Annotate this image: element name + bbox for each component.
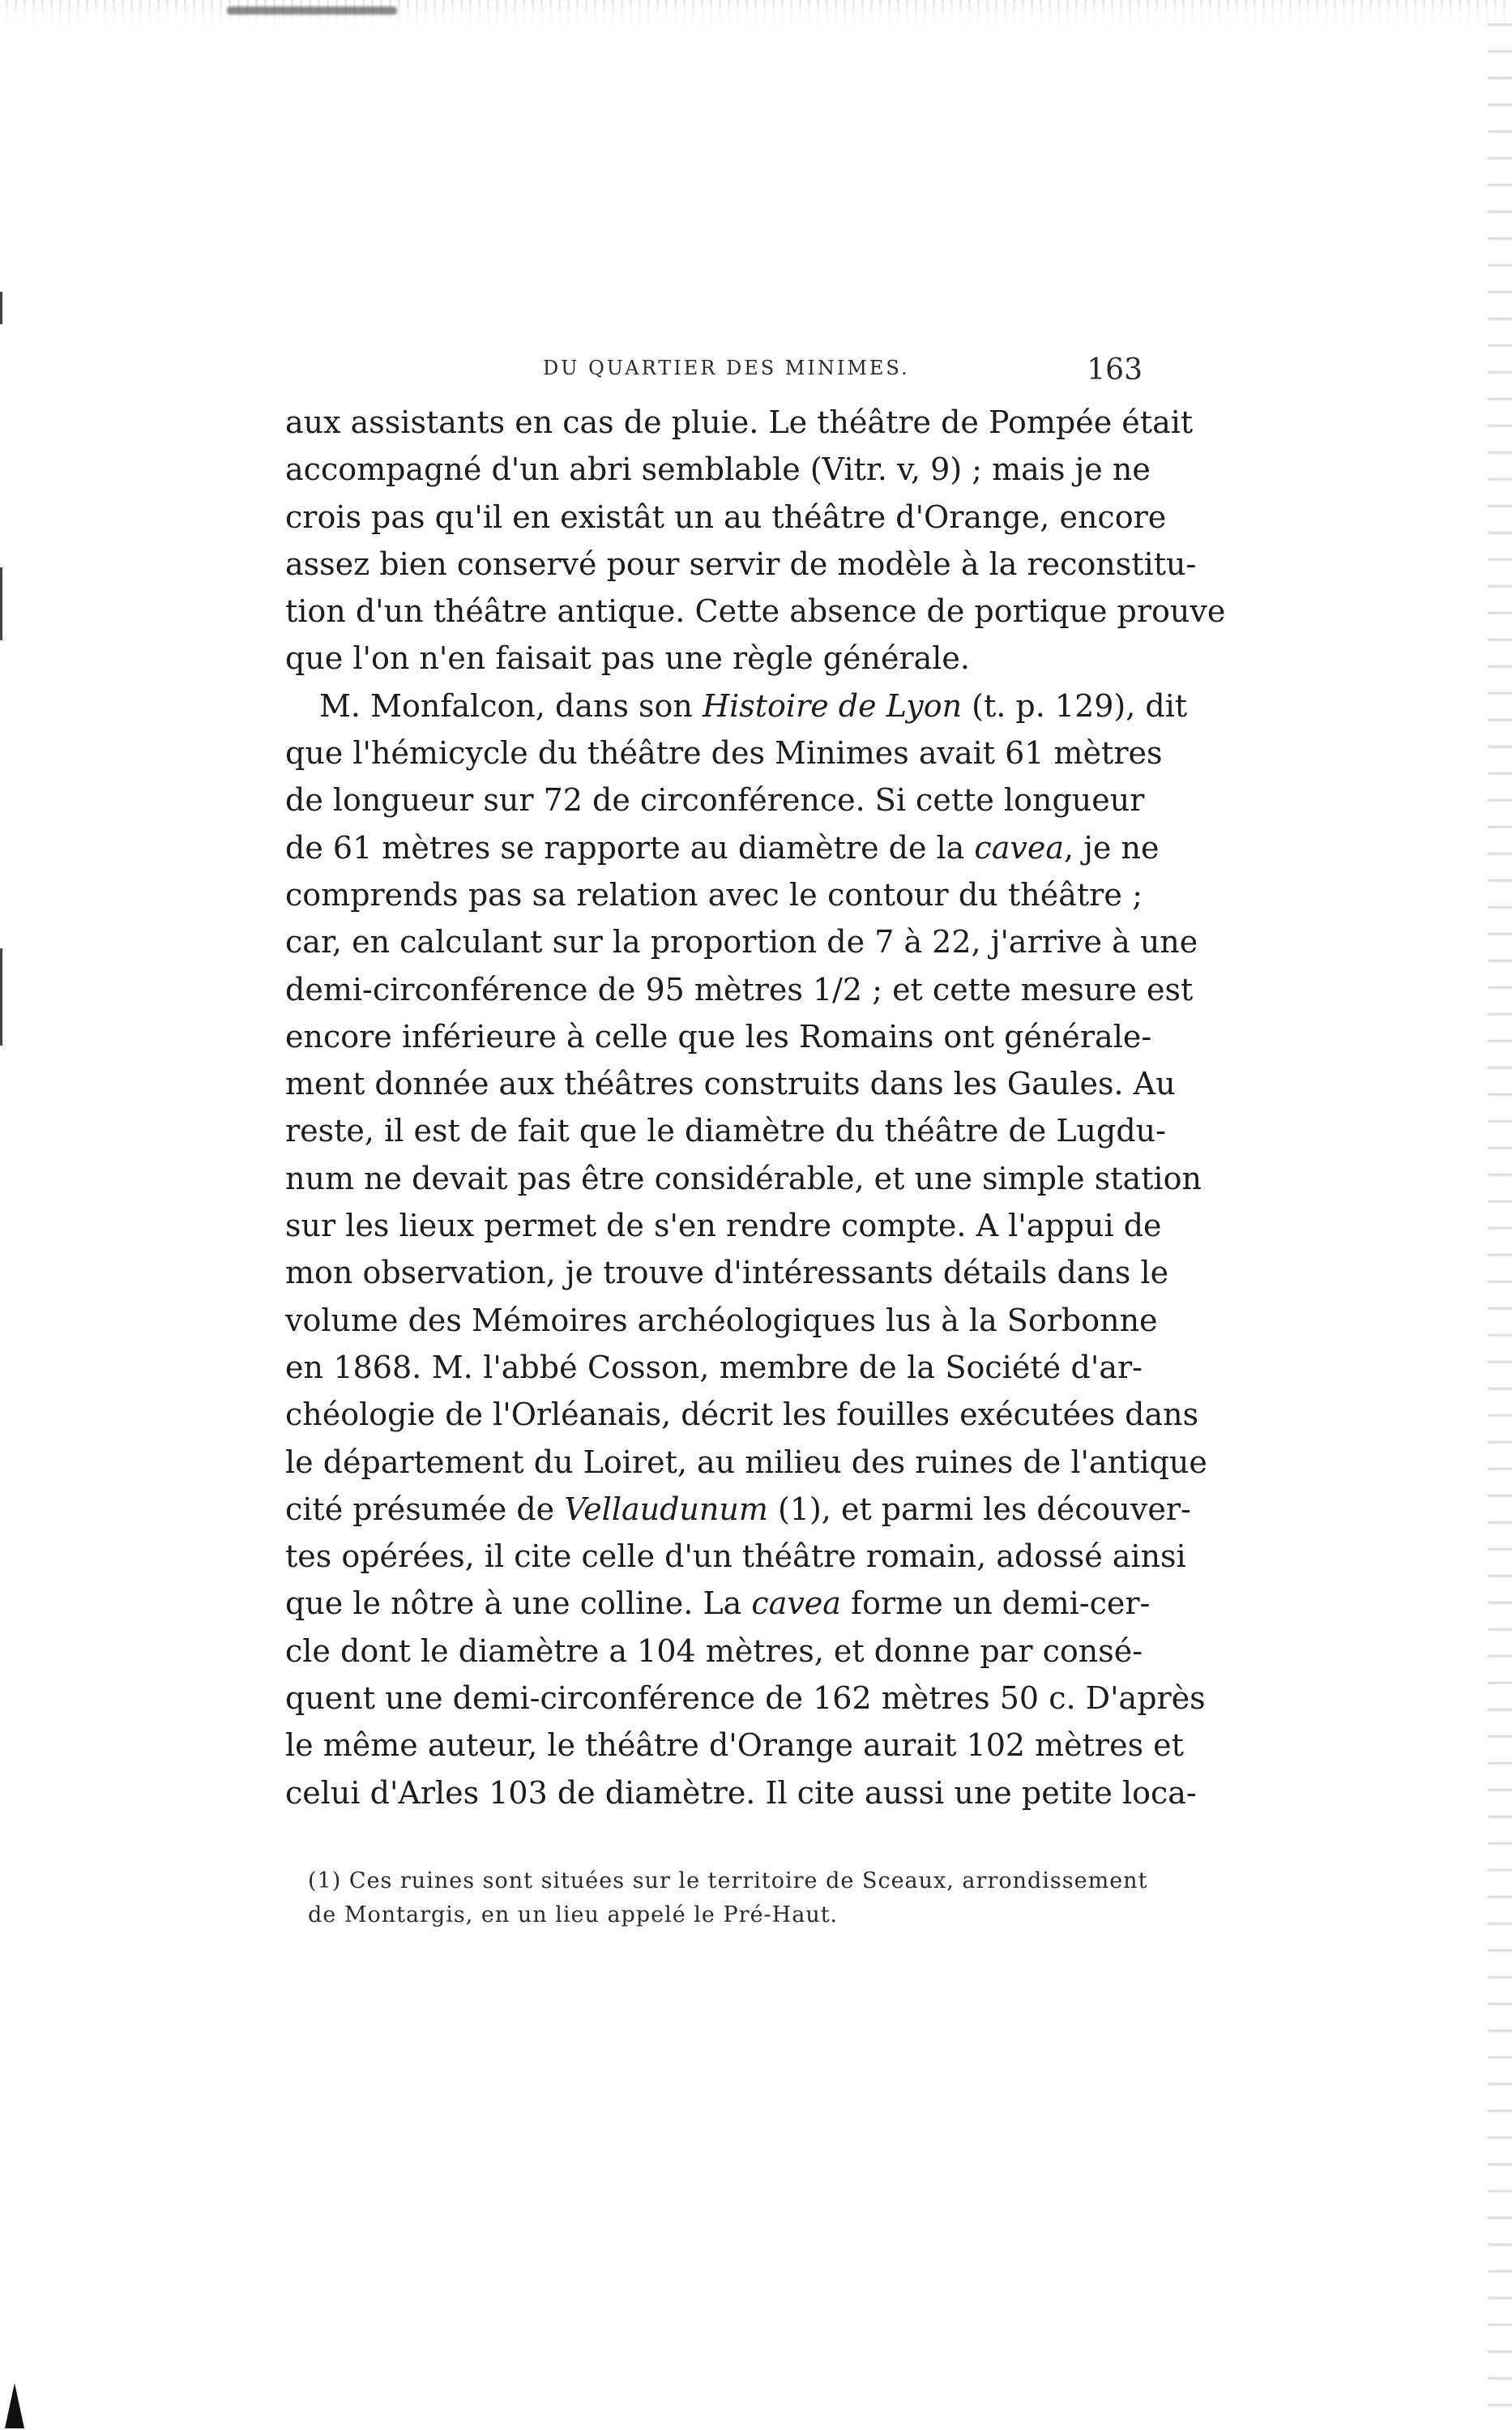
- text-line: que l'on n'en faisait pas une règle générale.: [285, 640, 970, 677]
- scan-mark-left: [0, 292, 2, 324]
- text-line: accompagné d'un abri semblable (Vitr. v, 9) ; mais je ne: [285, 451, 1151, 488]
- text-line: assez bien conservé pour servir de modèle à la reconstitu-: [285, 545, 1197, 582]
- body-text: [285, 399, 1226, 1816]
- text-line: tes opérées, il cite celle d'un théâtre romain, adossé ainsi: [285, 1538, 1186, 1575]
- text-line: le même auteur, le théâtre d'Orange aurait 102 mètres et: [285, 1727, 1184, 1764]
- footnote-line: (1) Ces ruines sont situées sur le territoire de Sceaux, arrondissement: [308, 1868, 1148, 1893]
- text-line: encore inférieure à celle que les Romains ont générale-: [285, 1018, 1152, 1055]
- text-line: de longueur sur 72 de circonférence. Si cette longueur: [285, 782, 1145, 819]
- running-title: DU QUARTIER DES MINIMES.: [543, 357, 910, 379]
- text-line: cle dont le diamètre a 104 mètres, et donne par consé-: [285, 1632, 1143, 1669]
- text-line: car, en calculant sur la proportion de 7 à 22, j'arrive à une: [285, 924, 1198, 960]
- text-line: reste, il est de fait que le diamètre du théâtre de Lugdu-: [285, 1113, 1166, 1149]
- italic-place: Vellaudunum: [564, 1491, 768, 1527]
- text-line: num ne devait pas être considérable, et une simple station: [285, 1160, 1202, 1196]
- scan-artifact-top: [0, 0, 1512, 32]
- text-line: ment donnée aux théâtres construits dans les Gaules. Au: [285, 1066, 1176, 1102]
- italic-term: cavea: [974, 829, 1064, 866]
- footnote: [308, 1864, 1148, 1932]
- text-line: comprends pas sa relation avec le contour du théâtre ;: [285, 876, 1143, 913]
- scan-smudge: [227, 6, 397, 15]
- text-line: crois pas qu'il en existât un au théâtre d'Orange, encore: [285, 498, 1167, 535]
- text-line: en 1868. M. l'abbé Cosson, membre de la Société d'ar-: [285, 1349, 1143, 1385]
- footnote-line: de Montargis, en un lieu appelé le Pré-Haut.: [308, 1902, 839, 1927]
- text-line: quent une demi-circonférence de 162 mètres 50 c. D'après: [285, 1680, 1206, 1717]
- italic-term: cavea: [751, 1585, 841, 1622]
- text-line: M. Monfalcon, dans son Histoire de Lyon (t. p. 129), dit: [319, 687, 1188, 724]
- text-line: le département du Loiret, au milieu des ruines de l'antique: [285, 1444, 1207, 1480]
- running-head: [284, 353, 1143, 389]
- text-line: celui d'Arles 103 de diamètre. Il cite aussi une petite loca-: [285, 1774, 1197, 1811]
- text-line: volume des Mémoires archéologiques lus à la Sorbonne: [285, 1302, 1158, 1338]
- scan-artifact-right: [1488, 0, 1512, 2430]
- text-line: cité présumée de Vellaudunum (1), et parmi les découver-: [285, 1491, 1191, 1527]
- text-line: que l'hémicycle du théâtre des Minimes avait 61 mètres: [285, 735, 1163, 772]
- text-line: chéologie de l'Orléanais, décrit les fouilles exécutées dans: [285, 1397, 1199, 1433]
- text-line: tion d'un théâtre antique. Cette absence de portique prouve: [285, 593, 1226, 630]
- scan-mark-left: [0, 948, 2, 1046]
- text-line: mon observation, je trouve d'intéressants détails dans le: [285, 1255, 1169, 1291]
- page-number: 163: [1087, 353, 1143, 387]
- text-line: que le nôtre à une colline. La cavea forme un demi-cer-: [285, 1585, 1151, 1622]
- scan-mark-left: [0, 567, 2, 640]
- italic-title: Histoire de Lyon: [702, 687, 963, 724]
- text-line: demi-circonférence de 95 mètres 1/2 ; et cette mesure est: [285, 971, 1194, 1008]
- text-line: sur les lieux permet de s'en rendre compte. A l'appui de: [285, 1208, 1162, 1244]
- text-line: aux assistants en cas de pluie. Le théâtre de Pompée était: [285, 404, 1194, 440]
- scan-mark-corner: [5, 2383, 24, 2428]
- text-line: de 61 mètres se rapporte au diamètre de la cavea, je ne: [285, 829, 1160, 866]
